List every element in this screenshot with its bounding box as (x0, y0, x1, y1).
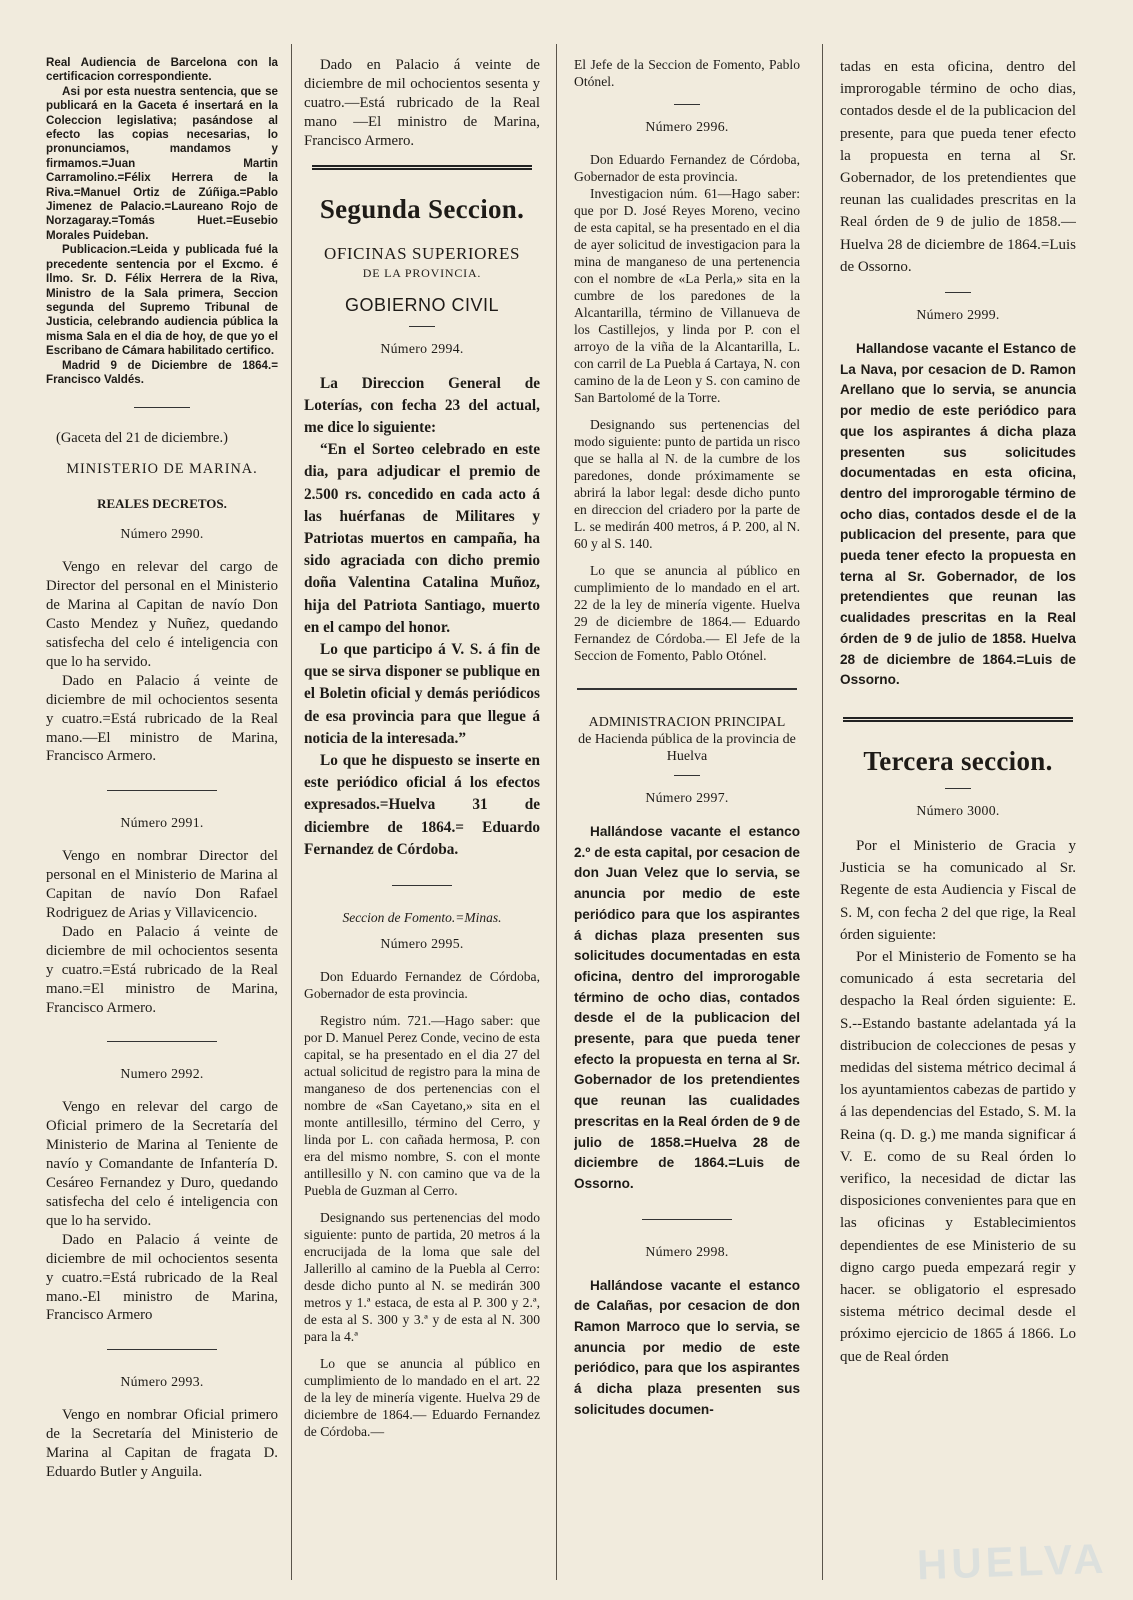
separator (107, 790, 217, 791)
archive-watermark: HUELVA (915, 1534, 1108, 1589)
section-rule (843, 717, 1073, 722)
column-rule (291, 44, 292, 1580)
separator (107, 1041, 217, 1042)
section-title: Tercera seccion. (863, 745, 1053, 776)
sentence-paragraph: Asi por esta nuestra sentencia, que se publicará en la Gaceta é insertará en la Coleccion legislativa; pasándose al efecto las copias necesarias, lo pronunciamos, mandamos y firmamos.=Juan Martin Carramolino.=Félix Herrera de la Riva.=Manuel Ortiz de Zúñiga.=Pablo Jimenez de Palacio.=Laureano Rojo de Norzagaray.=Tomás Huet.=Eusebio Morales Puideban. (46, 84, 278, 242)
decree-text: Dado en Palacio á veinte de diciembre de mil ochocientos sesenta y cuatro.=Está rubricado de la Real mano.—El ministro de Marina, Francisco Armero. (46, 672, 278, 765)
separator (945, 788, 971, 789)
notice-text: La Direccion General de Loterías, con fecha 23 del actual, me dice lo siguiente: (304, 374, 540, 436)
notice-text: Lo que se anuncia al público en cumplimiento de lo mandado en el art. 22 de la ley de minería vigente. Huelva 29 de diciembre de 1864.— Eduardo Fernandez de Córdoba.— El Jefe de la Seccion de Fomento, Pablo Otónel. (574, 563, 800, 663)
decree-number: Número 3000. (916, 802, 1000, 818)
separator (107, 1349, 217, 1350)
notice-text: Hallandose vacante el Estanco de La Nava, por cesacion de D. Ramon Arellano que lo servia, se anuncia por medio de este periódico para que los aspirantes á dicha plaza presenten sus solicitudes documentadas en esta oficina, dentro del improrogable término de ocho dias, contados desde el de la publicacion del presente, para que pueda tener efecto la propuesta en terna al Sr. Gobernador, de los pretendientes que reunan las cualidades prescritas en la Real órden de 9 de julio de 1858. Huelva 28 de diciembre de 1864.=Luis de Ossorno. (840, 341, 1076, 688)
decree-number: Número 2990. (120, 526, 204, 542)
separator (674, 775, 700, 776)
administracion-subheading: de Hacienda pública de la provincia de Huelva (578, 732, 796, 764)
notice-text: El Jefe de la Seccion de Fomento, Pablo Otónel. (574, 57, 800, 89)
decree-number: Número 2995. (380, 936, 464, 951)
decree-text: Vengo en nombrar Oficial primero de la Secretaría del Ministerio de Marina al Capitan de fragata D. Eduardo Butler y Anguila. (46, 1407, 278, 1481)
separator (674, 104, 700, 105)
separator (409, 326, 435, 327)
reales-decretos-heading: REALES DECRETOS. (97, 496, 227, 512)
madrid-signature: Madrid 9 de Diciembre de 1864.= Francisco Valdés. (46, 358, 278, 386)
notice-text: Registro núm. 721.—Hago saber: que por D. Manuel Perez Conde, vecino de esta capital, se ha presentado en el dia 27 del actual solicitud de registro para la mina de manganeso de dos pertenencias con el nombre de «San Cayetano,» sita en el monte antillesillo, término del Cerro, y linda por L. con cañada hermosa, P. con era del mismo nombre, S. con el monte antillesillo y N. con camino que va de la Puebla de Guzman al Cerro. (304, 1013, 540, 1198)
decree-text: Dado en Palacio á veinte de diciembre de mil ochocientos sesenta y cuatro.=Está rubricado de la Real mano.-El ministro de Marina, Francisco Armero (46, 1231, 278, 1324)
notice-text: Hallándose vacante el estanco de Calañas, por cesacion de don Ramon Marroco que lo servia, se anuncia por medio de este periódico, para que los aspirantes á dicha plaza presenten sus solicitudes documen- (574, 1277, 800, 1417)
column-3 (574, 56, 800, 1600)
notice-text: Don Eduardo Fernandez de Córdoba, Gobernador de esta provincia. (304, 969, 540, 1001)
section-rule (312, 165, 532, 170)
decree-text: Dado en Palacio á veinte de diciembre de mil ochocientos sesenta y cuatro.—Está rubricado de la Real mano —El ministro de Marina, Francisco Armero. (304, 57, 540, 149)
separator (134, 407, 190, 408)
notice-text: Lo que participo á V. S. á fin de que se sirva disponer se publique en el Boletin oficial y demás periódicos de esa provincia para que llegue á noticia de la interesada.” (304, 640, 540, 747)
decree-number: Número 2991. (120, 815, 204, 831)
notice-text: Designando sus pertenencias del modo siguiente: punto de partida un risco que se halla al N. de la cumbre de los paredones, donde próximamente se abrirá la labor legal: desde dicho punto en direccion del criadero por la parte de L. se medirán 400 metros, á P. 200, al N. 60 y al S. 140. (574, 417, 800, 551)
notice-text: Investigacion núm. 61—Hago saber: que por D. José Reyes Moreno, vecino de esta capital, se ha presentado en el dia de ayer solicitud de investigacion para la mina de manganeso de una pertenencia con el nombre de «La Perla,» sita en la cumbre de los paredones de la Alcantarilla, término de Villanueva de los Castillejos, y linda por P. con el arroyo de la viña de la Alcantarilla, L. con carril de La Puebla á Cartaya, N. con camino de la de Leon y S. con camino de San Bartolomé de la Torre. (574, 186, 800, 405)
column-1 (46, 56, 278, 1600)
gaceta-note: (Gaceta del 21 de diciembre.) (56, 430, 228, 447)
decree-text: Vengo en relevar del cargo de Oficial primero de la Secretaría del Ministerio de Marina al Teniente de navío y Comandante de Infantería D. Cesáreo Fernandez y Duro, quedando satisfecha del celo é inteligencia con que lo ha servido. (46, 1099, 278, 1229)
publicacion-paragraph: Publicacion.=Leida y publicada fué la precedente sentencia por el Excmo. é Ilmo. Sr. D. Félix Herrera de la Riva, Ministro de la Sala primera, Seccion segunda del Supremo Tribunal de Justicia, celebrando audiencia pública la misma Sala en el dia de hoy, de que yo el Escribano de Cámara habilitado certifico. (46, 243, 278, 358)
decree-text: Vengo en relevar del cargo de Director del personal en el Ministerio de Marina al Capitan de navío Don Casto Mendez y Nuñez, quedando satisfecha del celo é inteligencia con que lo ha servido. (46, 559, 278, 670)
section-title: Segunda Seccion. (319, 193, 525, 224)
notice-text: Don Eduardo Fernandez de Córdoba, Gobernador de esta provincia. (574, 152, 800, 184)
ministry-heading: MINISTERIO DE MARINA. (66, 461, 258, 478)
separator (945, 292, 971, 293)
fomento-heading: Seccion de Fomento.=Minas. (342, 910, 502, 925)
administracion-heading: ADMINISTRACION PRINCIPAL (588, 715, 786, 730)
column-rule (556, 44, 557, 1580)
notice-text: Por el Ministerio de Fomento se ha comunicado á esta secretaria del despacho la Real órden siguiente: E. S.--Estando bastante adelantada yá la distribucion de colecciones de pesas y medidas del sistema métrico decimal á los ayuntamientos cabezas de partido y á las dependencias del Estado, S. M. la Reina (q. D. g.) me manda significar á V. E. como de su Real órden lo verifico, la necesidad de dictar las disposiciones convenientes para que en las oficinas y Establecimientos dependientes de ese Ministerio de su digno cargo pueda empezará regir y hacer. se obligatorio el espresado sistema métrico decimal desde el próximo ejercicio de 1865 á 1866. Lo que de Real órden (840, 949, 1076, 1365)
separator (392, 885, 452, 886)
decree-text: Dado en Palacio á veinte de diciembre de mil ochocientos sesenta y cuatro.=Está rubricado de la Real mano.=El ministro de Marina, Francisco Armero. (46, 923, 278, 1016)
notice-text: Lo que he dispuesto se inserte en este periódico oficial á los efectos expresados.=Huelva 31 de diciembre de 1864.= Eduardo Fernandez de Córdoba. (304, 751, 540, 858)
decree-number: Número 2996. (645, 119, 729, 134)
decree-text: Vengo en nombrar Director del personal en el Ministerio de Marina al Capitan de navío Don Rafael Rodriguez de Arias y Villavicencio. (46, 848, 278, 922)
notice-text: Por el Ministerio de Gracia y Justicia se ha comunicado al Sr. Regente de esta Audiencia y Fiscal de S. M, con fecha 2 del que rige, la Real órden siguiente: (840, 837, 1076, 943)
oficinas-heading: OFICINAS SUPERIORES (323, 243, 521, 263)
separator (577, 688, 797, 690)
intro-paragraph: Real Audiencia de Barcelona con la certificacion correspondiente. (46, 56, 278, 84)
gobierno-civil-heading: GOBIERNO CIVIL (344, 294, 500, 315)
column-2 (304, 56, 540, 1600)
provincia-subheading: DE LA PROVINCIA. (362, 265, 482, 280)
notice-text: Designando sus pertenencias del modo siguiente: punto de partida, 20 metros á la encrucijada de la loma que sale del Jallerillo al camino de la Puebla al Cerro: desde dicho punto al N. se medirán 300 metros y 1.ª estaca, de esta al P. 300 y 2.ª, de esta al S. 300 y 3.ª y de esta al N. 300 para la 4.ª (304, 1210, 540, 1344)
notice-text: Hallándose vacante el estanco 2.º de esta capital, por cesacion de don Juan Velez que lo servia, se anuncia por medio de este periódico para que los aspirantes á dichas plaza presenten sus solicitudes documentadas en esta oficina, dentro del improrogable término de ocho dias, contados desde el de la publicacion del presente, para que pueda tener efecto la propuesta en terna al Sr. Gobernador de los pretendientes que reunan las cualidades prescritas en la Real órden de 9 de julio de 1858.=Huelva 28 de diciembre de 1864.=Luis de Ossorno. (574, 824, 800, 1191)
notice-text: Lo que se anuncia al público en cumplimiento de lo mandado en el art. 22 de la ley de minería vigente. Huelva 29 de diciembre de 1864.— Eduardo Fernandez de Córdoba.— (304, 1356, 540, 1439)
notice-text: tadas en esta oficina, dentro del improrogable término de ocho dias, contados desde el de la publicacion del presente, para que pueda tener efecto la propuesta en terna al Sr. Gobernador, de los pretendientes que reunan las cualidades prescritas en la Real órden de 9 de julio de 1858.—Huelva 28 de diciembre de 1864.=Luis de Ossorno. (840, 59, 1076, 275)
decree-number: Numero 2992. (120, 1066, 204, 1082)
notice-text: “En el Sorteo celebrado en este dia, para adjudicar el premio de 2.500 rs. concedido en cada acto á las huérfanas de Militares y Patriotas muertos en campaña, ha sido agraciada con dicho premio doña Valentina Catalina Muñoz, hija del Patriota Santiago, muerto en el campo del honor. (304, 441, 540, 636)
decree-number: Número 2993. (120, 1374, 204, 1390)
separator (642, 1219, 732, 1220)
decree-number: Número 2999. (916, 307, 1000, 323)
decree-number: Número 2998. (645, 1243, 729, 1259)
column-rule (822, 44, 823, 1580)
column-4 (840, 56, 1076, 1600)
decree-number: Número 2994. (380, 340, 464, 356)
decree-number: Número 2997. (645, 790, 729, 805)
